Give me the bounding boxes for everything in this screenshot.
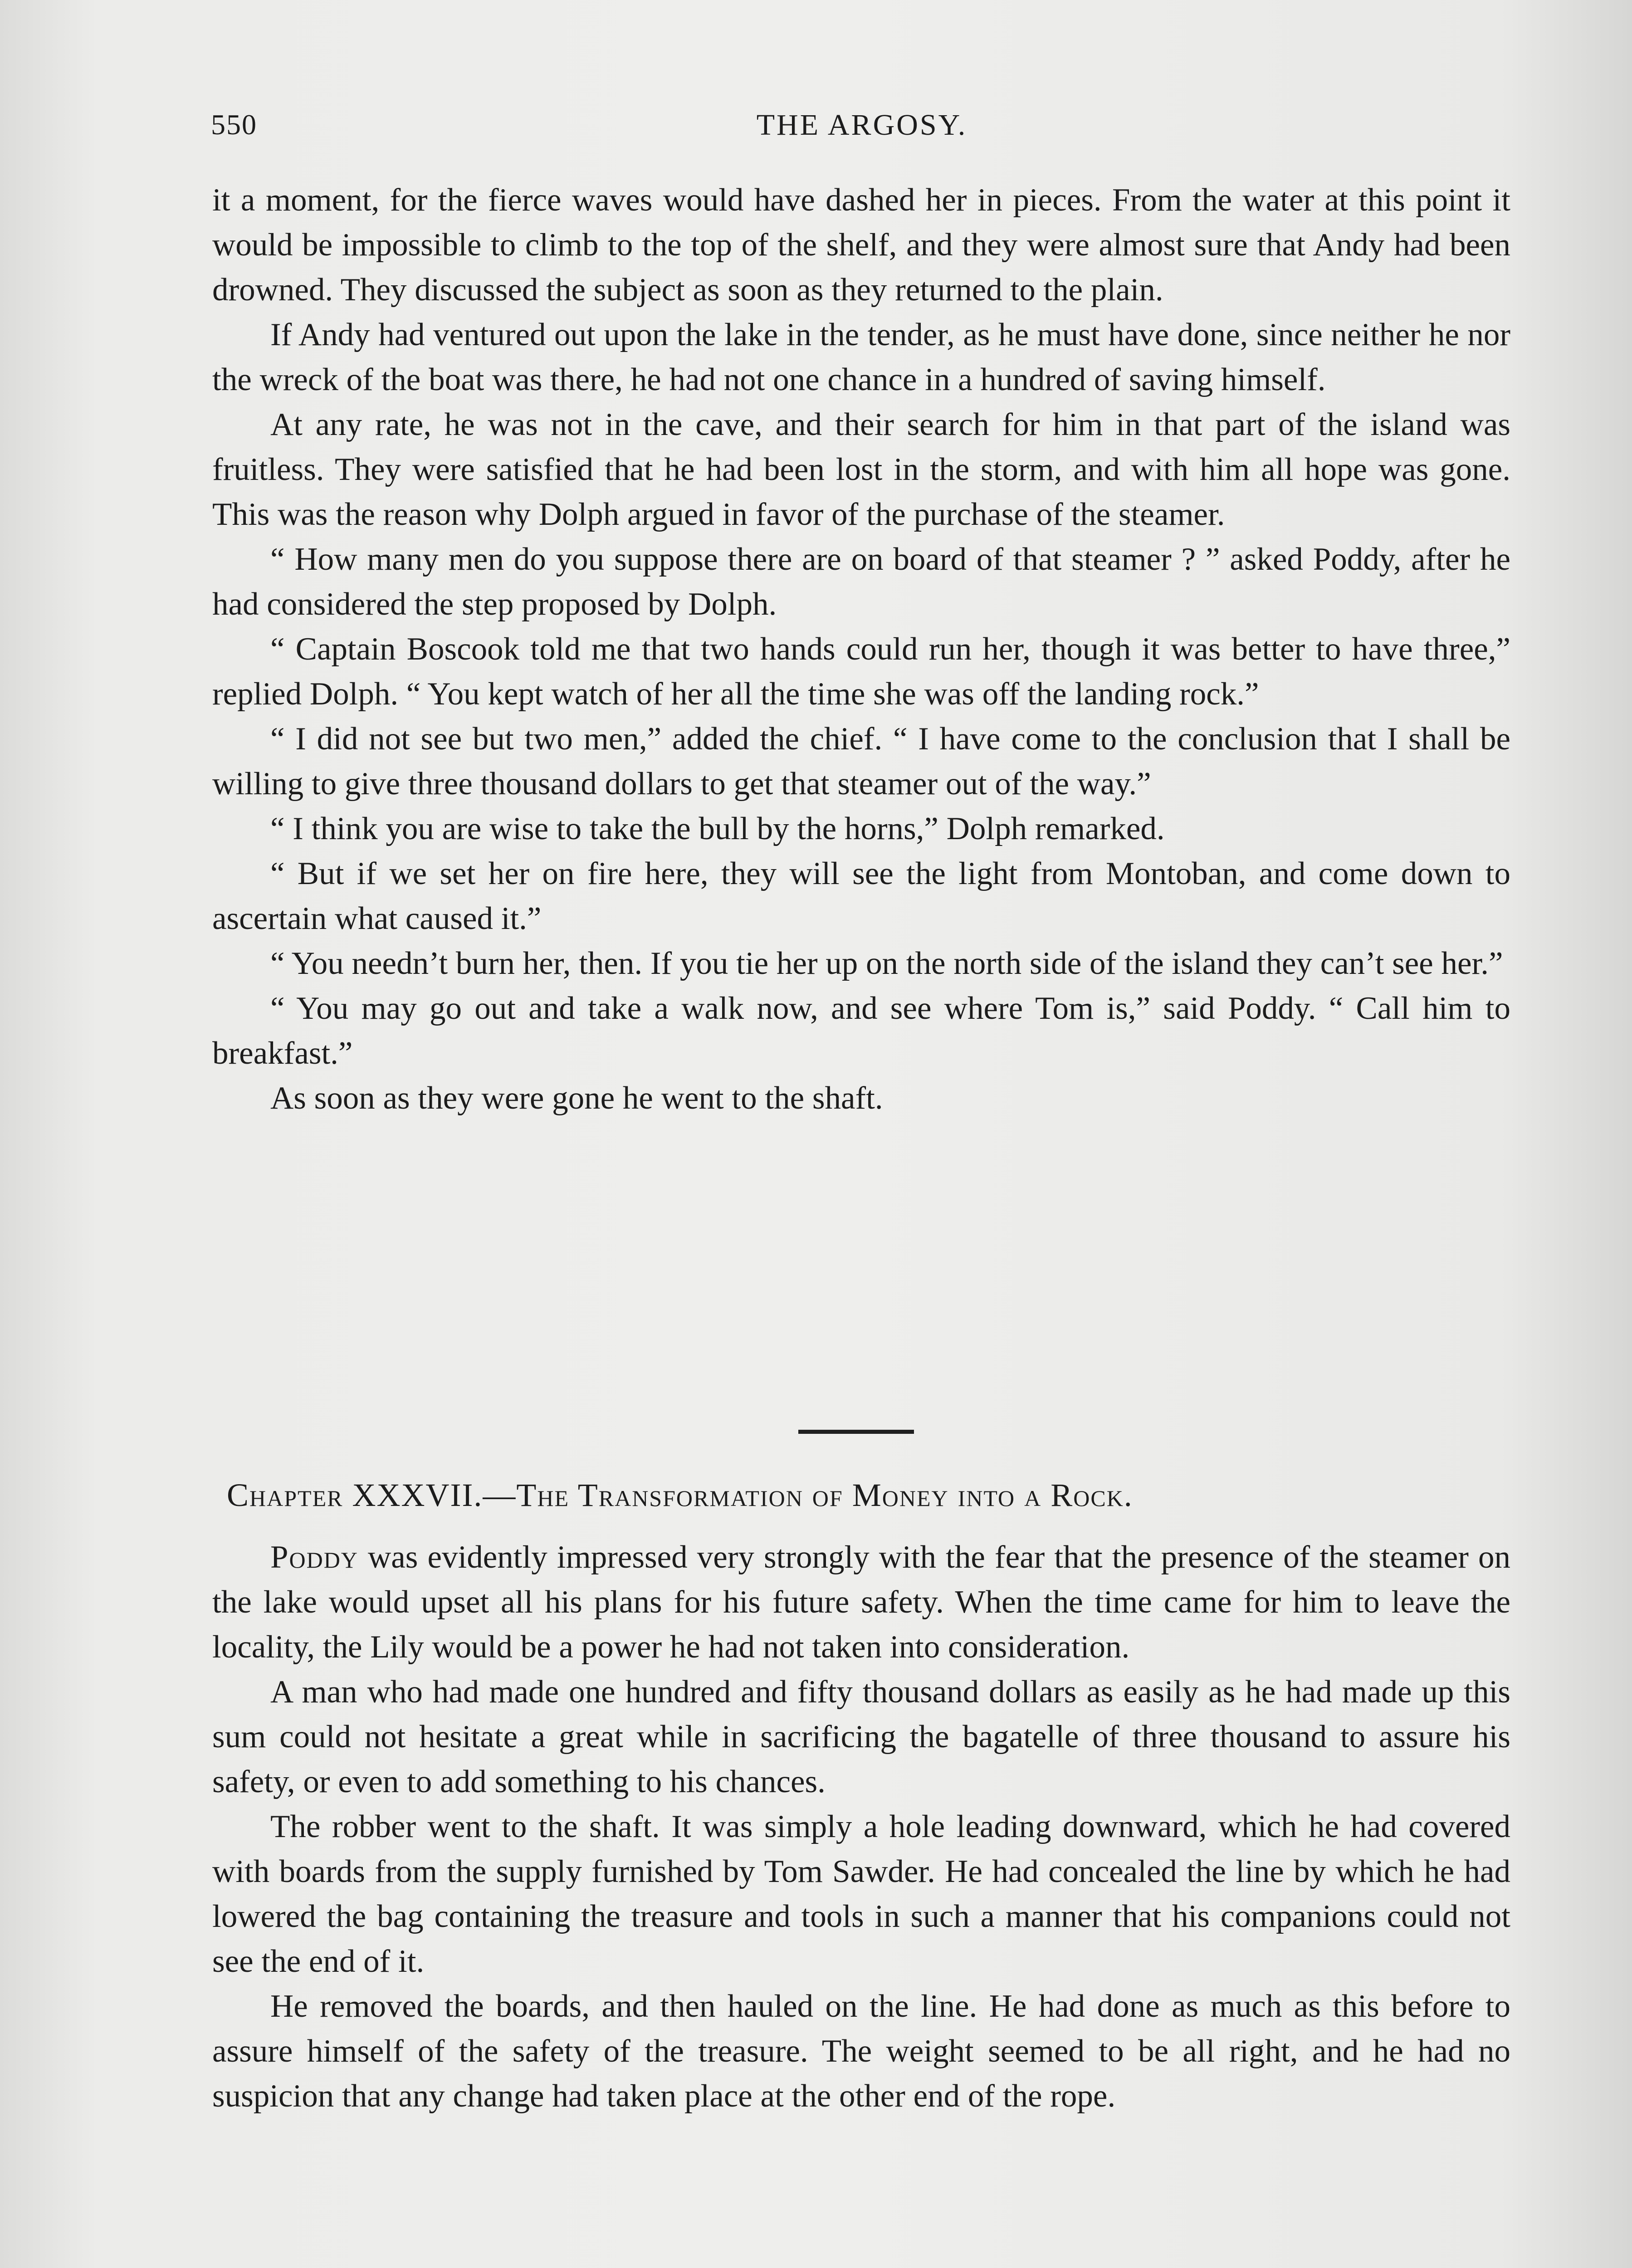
paragraph-continued: it a moment, for the fierce waves would have dashed her in pieces. From the water at this point it would be impossible to climb to the top of the shelf, and they were almost sure that Andy had been drowned. They discussed the subject as soon as they returned to the plain. — [212, 182, 1510, 308]
paragraph: At any rate, he was not in the cave, and their search for him in that part of the island was fruitless. They were satisfied that he had been lost in the storm, and with him all hope was gone. This was the reason why Dolph argued in favor of the purchase of the steamer. — [212, 407, 1510, 532]
page-number: 550 — [211, 108, 257, 141]
chapter-opening-paragraph — [212, 1535, 1510, 1670]
paragraph: A man who had made one hundred and fifty thousand dollars as easily as he had made up this sum could not hesitate a great while in sacrificing the bagatelle of three thousand to assure his safety, or even to add something to his chances. — [212, 1674, 1510, 1799]
paragraph: “ How many men do you suppose there are on board of that steamer ? ” asked Poddy, after he had considered the step proposed by Dolph. — [212, 542, 1510, 622]
paragraph-text: was evidently impressed very strongly with the fear that the presence of the steamer on the lake would upset all his plans for his future safety. When the time came for him to leave the locality, the Lily would be a power he had not taken into consideration. — [212, 1540, 1510, 1665]
paragraph: “ But if we set her on fire here, they will see the light from Montoban, and come down to ascertain what caused it.” — [212, 856, 1510, 936]
section-divider-rule — [798, 1430, 914, 1434]
paragraph: The robber went to the shaft. It was simply a hole leading downward, which he had covered with boards from the supply furnished by Tom Sawder. He had concealed the line by which he had lowered the bag containing the treasure and tools in such a manner that his companions could not see the end of it. — [212, 1809, 1510, 1979]
page-header — [211, 108, 1513, 149]
paragraph: “ I did not see but two men,” added the chief. “ I have come to the conclusion that I shall be willing to give three thousand dollars to get that steamer out of the way.” — [212, 721, 1510, 802]
paragraph: “ You needn’t burn her, then. If you tie her up on the north side of the island they can’t see her.” — [270, 946, 1503, 981]
paragraph: If Andy had ventured out upon the lake in the tender, as he must have done, since neither he nor the wreck of the boat was there, he had not one chance in a hundred of saving himself. — [212, 317, 1510, 397]
body-text-bottom — [212, 1535, 1510, 2119]
chapter-heading: Chapter XXXVII.—The Transformation of Money into a Rock. — [227, 1477, 1133, 1513]
body-text-top — [212, 178, 1510, 1121]
paragraph: “ I think you are wise to take the bull by the horns,” Dolph remarked. — [270, 811, 1165, 846]
lead-word: Poddy — [270, 1540, 358, 1575]
paragraph: “ Captain Boscook told me that two hands could run her, though it was better to have three,” replied Dolph. “ You kept watch of her all the time she was off the landing rock.” — [212, 631, 1510, 712]
paragraph: “ You may go out and take a walk now, and see where Tom is,” said Poddy. “ Call him to breakfast.” — [212, 991, 1510, 1071]
running-title: THE ARGOSY. — [756, 108, 967, 142]
paragraph: As soon as they were gone he went to the shaft. — [270, 1080, 883, 1116]
paragraph: He removed the boards, and then hauled on the line. He had done as much as this before to assure himself of the safety of the treasure. The weight seemed to be all right, and he had no suspicion that any change had taken place at the other end of the rope. — [212, 1989, 1510, 2114]
